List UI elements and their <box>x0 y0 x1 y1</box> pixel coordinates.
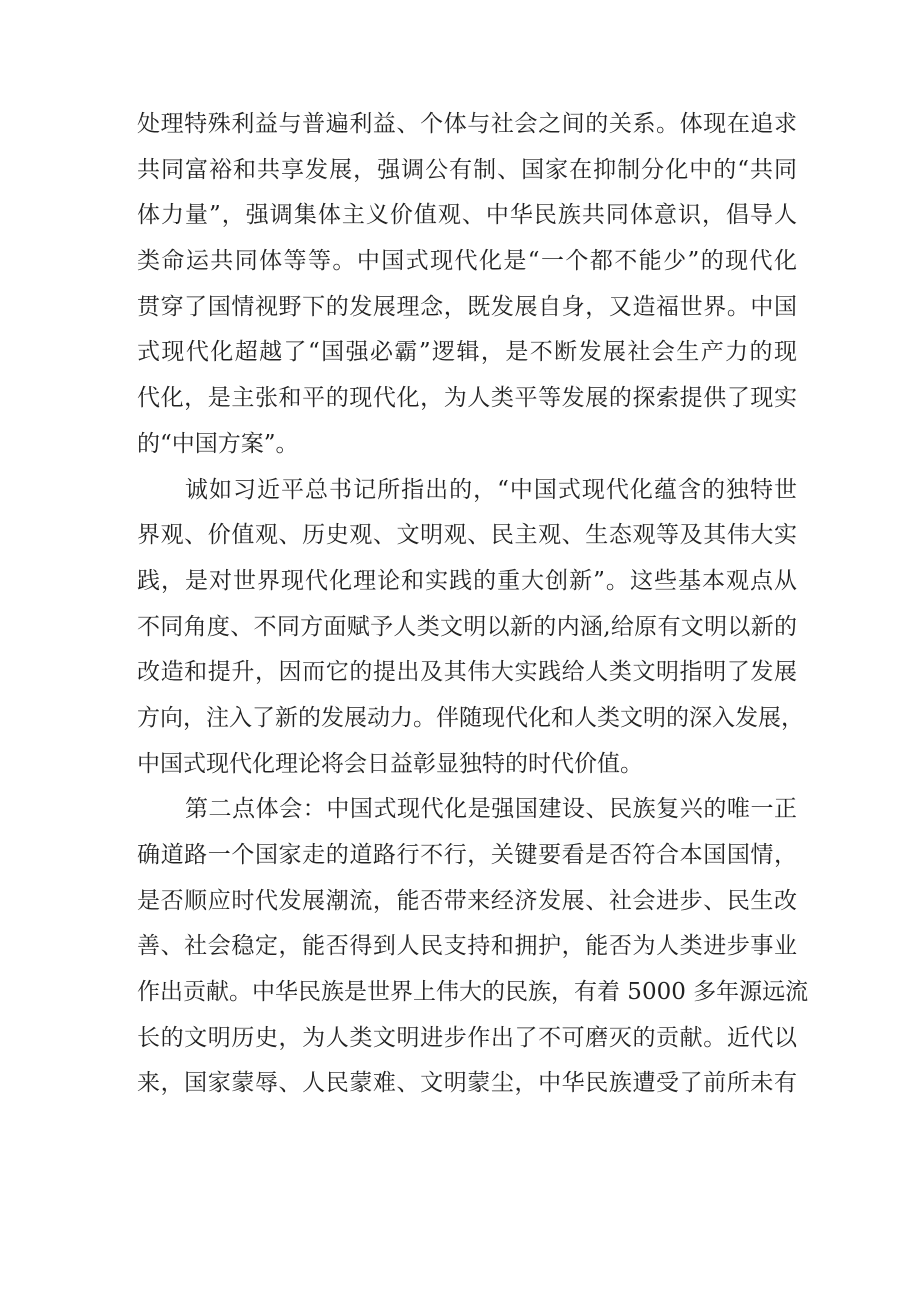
text-line: 处理特殊利益与普遍利益、个体与社会之间的关系。体现在追求 <box>137 111 797 137</box>
text-line: 中国式现代化理论将会日益彰显独特的时代价值。 <box>137 750 643 777</box>
text-line: 共同富裕和共享发展，强调公有制、国家在抑制分化中的“共同 <box>137 156 797 183</box>
text-line: 方向，注入了新的发展动力。伴随现代化和人类文明的深入发展， <box>137 704 804 731</box>
text-line: 第二点体会：中国式现代化是强国建设、民族复兴的唯一正 <box>185 796 797 823</box>
text-line: 确道路一个国家走的道路行不行，关键要看是否符合本国国情， <box>137 842 797 868</box>
text-line: 践，是对世界现代化理论和实践的重大创新”。这些基本观点从 <box>137 567 797 594</box>
text-line: 长的文明历史，为人类文明进步作出了不可磨灭的贡献。近代以 <box>137 1024 797 1051</box>
text-line: 体力量”，强调集体主义价值观、中华民族共同体意识，倡导人 <box>137 202 797 229</box>
text-line: 不同角度、不同方面赋予人类文明以新的内涵,给原有文明以新的 <box>137 613 797 640</box>
text-line: 作出贡献。中华民族是世界上伟大的民族，有着 5000 多年源远流 <box>137 979 809 1006</box>
text-line: 贯穿了国情视野下的发展理念，既发展自身，又造福世界。中国 <box>137 293 797 320</box>
text-line: 诚如习近平总书记所指出的，“中国式现代化蕴含的独特世 <box>185 476 797 503</box>
text-line: 式现代化超越了“国强必霸”逻辑，是不断发展社会生产力的现 <box>137 339 797 366</box>
text-line: 来，国家蒙辱、人民蒙难、文明蒙尘，中华民族遭受了前所未有 <box>137 1070 797 1097</box>
text-line: 类命运共同体等等。中国式现代化是“一个都不能少”的现代化 <box>137 248 797 275</box>
text-line: 改造和提升，因而它的提出及其伟大实践给人类文明指明了发展 <box>137 659 797 686</box>
text-line: 界观、价值观、历史观、文明观、民主观、生态观等及其伟大实 <box>137 522 797 549</box>
text-line: 善、社会稳定，能否得到人民支持和拥护，能否为人类进步事业 <box>137 933 797 960</box>
body-text <box>137 102 809 1107</box>
text-line: 的“中国方案”。 <box>137 430 299 457</box>
text-line: 是否顺应时代发展潮流，能否带来经济发展、社会进步、民生改 <box>137 887 797 914</box>
text-line: 代化，是主张和平的现代化，为人类平等发展的探索提供了现实 <box>137 385 797 412</box>
